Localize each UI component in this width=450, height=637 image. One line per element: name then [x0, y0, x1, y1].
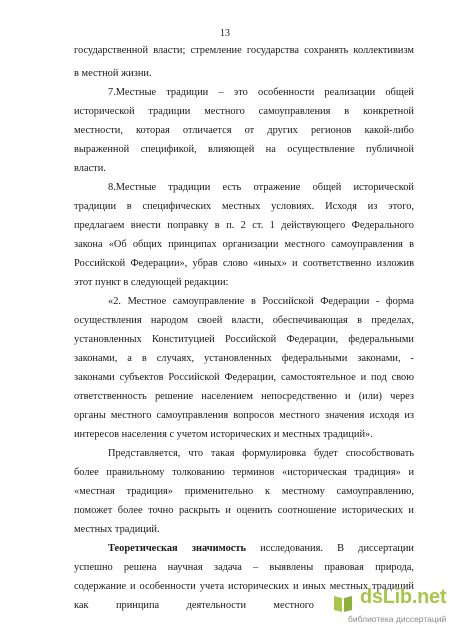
text-line: поможет более точно раскрыть и оценить соотношение исторических и	[74, 505, 414, 516]
text-line: более правильному толкованию терминов «историческая традиция» и	[74, 467, 414, 478]
text-line: органы местного самоуправления вопросов местного значения исходя из	[74, 410, 414, 421]
text-line: содержание и особенности учета исторических и иных местных традиций	[74, 581, 414, 592]
text-line	[108, 542, 414, 556]
text-line: выраженной спецификой, влияющей на осуществление публичной	[74, 144, 414, 155]
text-line: закона «Об общих принципах организации местного самоуправления в	[74, 239, 414, 250]
text-line: традиции в специфических местных условиях. Исходя из этого,	[74, 201, 414, 212]
text-line: Представляется, что такая формулировка будет способствовать	[108, 448, 414, 459]
text-line: «местная традиция» применительно к местному самоуправлению,	[74, 486, 414, 497]
text-line: законами, а в случаях, установленных федеральными законами, -	[74, 353, 414, 364]
text-line: в местной жизни.	[74, 68, 152, 79]
watermark	[332, 586, 447, 630]
text-line: местных традиций.	[74, 524, 160, 535]
page-number: 13	[220, 28, 230, 39]
watermark-subtitle: библиотека диссертаций	[348, 614, 447, 624]
watermark-title: dsLib.net	[360, 586, 447, 608]
text-line: успешно решена научная задача – выявлены правовая природа,	[74, 562, 414, 573]
text-line: законами субъектов Российской Федерации, самостоятельное и под свою	[74, 372, 414, 383]
text-line: осуществления народом своей власти, обеспечивающая в пределах,	[74, 315, 414, 326]
text-fragment: исследования. В диссертации	[260, 543, 414, 554]
book-icon	[332, 592, 354, 614]
text-line: 7.Местные традиции – это особенности реализации общей	[108, 87, 414, 98]
text-line: ответственность решение населением непосредственно и (или) через	[74, 391, 414, 402]
text-line: местности, которая отличается от других регионов какой-либо	[74, 125, 414, 136]
text-line: интересов населения с учетом исторических и местных традиций».	[74, 429, 373, 440]
text-line: этот пункт в следующей редакции:	[74, 277, 229, 288]
text-line: «2. Местное самоуправление в Российской Федерации - форма	[108, 296, 414, 307]
text-line: Российской Федерации», убрав слово «иных» и соответственно изложив	[74, 258, 414, 269]
text-line: установленных Конституцией Российской Федерации, федеральными	[74, 334, 414, 345]
text-line: власти.	[74, 163, 106, 174]
text-line: как принципа деятельности местного	[74, 600, 314, 611]
text-line: предлагаем внести поправку в п. 2 ст. 1 действующего Федерального	[74, 220, 414, 231]
text-line: исторической традиции местного самоуправления в конкретной	[74, 106, 414, 117]
text-line: 8.Местные традиции есть отражение общей исторической	[108, 182, 414, 193]
bold-term-1: Теоретическая	[108, 543, 178, 554]
bold-term-2: значимость	[191, 543, 246, 554]
text-line: государственной власти; стремление государства сохранять коллективизм	[74, 45, 414, 56]
